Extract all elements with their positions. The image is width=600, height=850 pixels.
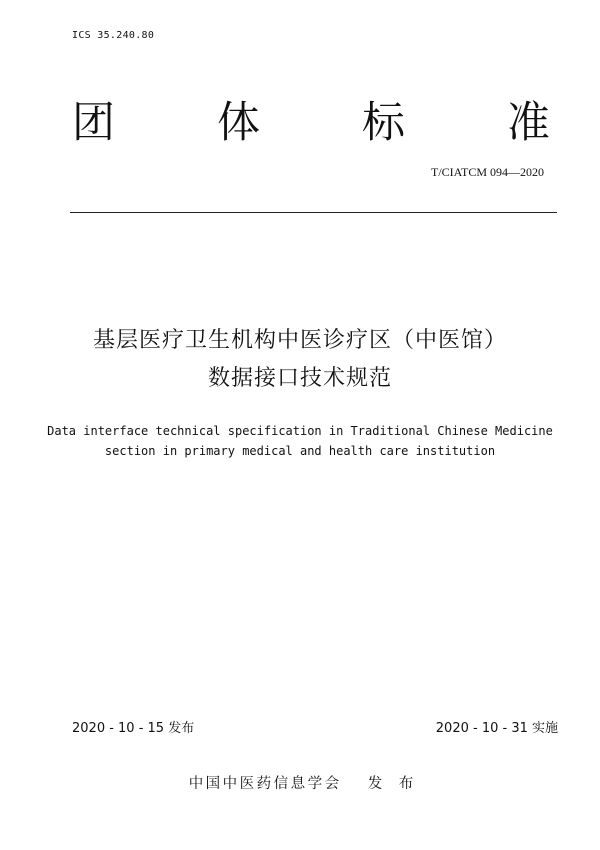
title-char-2: 体	[217, 98, 260, 148]
english-title-line-2: section in primary medical and health care institution	[104, 444, 496, 458]
publish-date: 2020 - 10 - 15 发布	[72, 721, 195, 736]
ics-code: ICS 35.240.80	[72, 30, 155, 41]
publisher-name: 中国中医药信息学会	[188, 776, 342, 792]
header-divider	[70, 212, 557, 213]
title-char-3: 标	[362, 98, 405, 148]
document-type-title	[72, 96, 550, 150]
chinese-title-line-1: 基层医疗卫生机构中医诊疗区（中医馆）	[92, 328, 507, 353]
title-char-4: 准	[507, 98, 550, 148]
english-title-line-1: Data interface technical specification in Traditional Chinese Medicine	[47, 424, 553, 438]
standard-number: T/CIATCM 094—2020	[430, 165, 544, 179]
publisher	[0, 772, 600, 793]
chinese-title-line-2: 数据接口技术规范	[207, 366, 392, 391]
title-char-1: 团	[72, 98, 115, 148]
implement-date: 2020 - 10 - 31 实施	[435, 721, 558, 736]
publisher-action: 发 布	[367, 776, 420, 792]
